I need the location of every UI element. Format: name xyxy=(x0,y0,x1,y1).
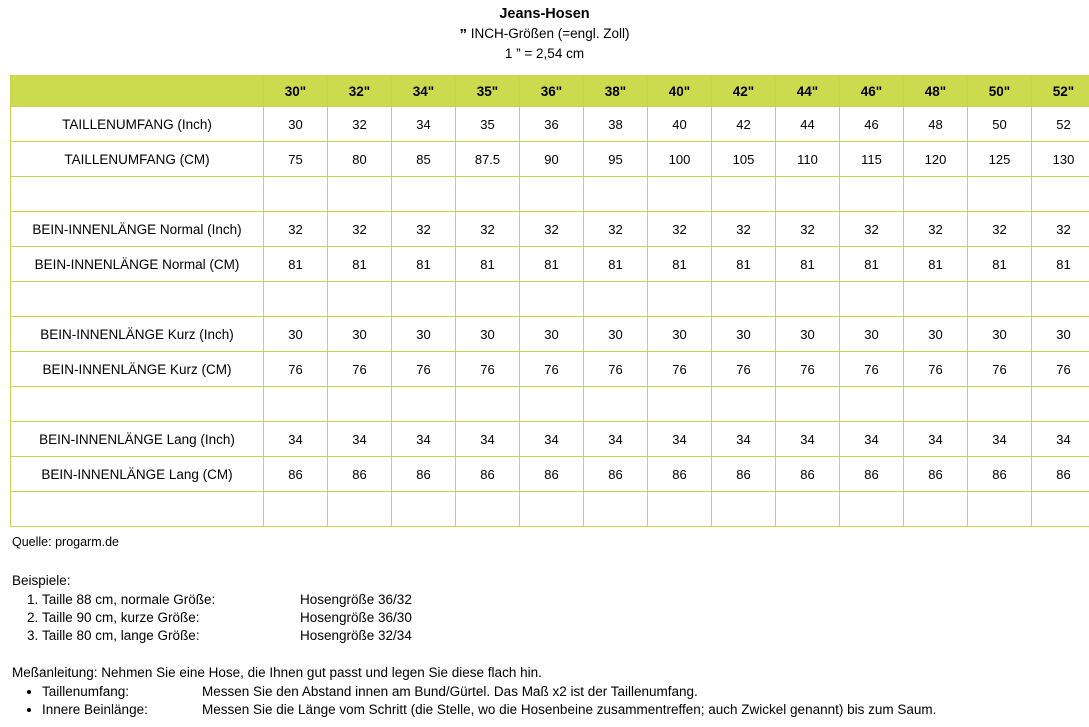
size-table xyxy=(10,75,1089,527)
table-row xyxy=(11,142,1089,177)
row-label xyxy=(11,177,264,212)
column-header: 35" xyxy=(456,76,520,107)
table-cell xyxy=(1032,282,1089,317)
table-cell: 86 xyxy=(584,457,648,492)
column-header: 48" xyxy=(904,76,968,107)
instructions-lead: Meßanleitung: Nehmen Sie eine Hose, die Ihnen gut passt und legen Sie diese flach hin. xyxy=(12,665,542,680)
table-cell xyxy=(264,282,328,317)
table-cell xyxy=(264,492,328,527)
table-cell: 76 xyxy=(520,352,584,387)
table-cell: 32 xyxy=(584,212,648,247)
row-label: BEIN-INNENLÄNGE Normal (Inch) xyxy=(11,212,264,247)
row-label: BEIN-INNENLÄNGE Lang (CM) xyxy=(11,457,264,492)
table-cell: 105 xyxy=(712,142,776,177)
table-cell xyxy=(904,387,968,422)
table-cell: 86 xyxy=(712,457,776,492)
table-cell xyxy=(328,492,392,527)
table-cell xyxy=(520,492,584,527)
table-cell: 36 xyxy=(520,107,584,142)
example-value: Hosengröße 36/30 xyxy=(300,610,412,625)
table-cell: 90 xyxy=(520,142,584,177)
table-cell: 30 xyxy=(456,317,520,352)
table-cell xyxy=(840,177,904,212)
table-cell: 81 xyxy=(392,247,456,282)
column-header: 40" xyxy=(648,76,712,107)
table-cell: 81 xyxy=(840,247,904,282)
table-cell xyxy=(712,387,776,422)
page-title: Jeans-Hosen xyxy=(499,6,590,22)
table-cell: 100 xyxy=(648,142,712,177)
table-cell: 32 xyxy=(520,212,584,247)
table-cell: 76 xyxy=(1032,352,1089,387)
list-item xyxy=(42,592,1089,607)
table-cell xyxy=(648,177,712,212)
subtitle-inch xyxy=(0,24,1089,44)
table-cell: 110 xyxy=(776,142,840,177)
table-cell: 34 xyxy=(392,422,456,457)
table-cell: 76 xyxy=(328,352,392,387)
table-cell xyxy=(520,177,584,212)
table-row xyxy=(11,247,1089,282)
corner-header-cell xyxy=(11,76,264,107)
example-value: Hosengröße 36/32 xyxy=(300,592,412,607)
row-label: BEIN-INNENLÄNGE Kurz (Inch) xyxy=(11,317,264,352)
table-cell: 125 xyxy=(968,142,1032,177)
table-cell: 115 xyxy=(840,142,904,177)
table-row xyxy=(11,107,1089,142)
table-cell: 85 xyxy=(392,142,456,177)
table-cell: 76 xyxy=(712,352,776,387)
table-cell: 34 xyxy=(456,422,520,457)
column-header: 42" xyxy=(712,76,776,107)
size-table-head xyxy=(11,76,1089,107)
table-cell: 86 xyxy=(392,457,456,492)
row-label: BEIN-INNENLÄNGE Lang (Inch) xyxy=(11,422,264,457)
table-cell: 81 xyxy=(456,247,520,282)
table-cell xyxy=(840,387,904,422)
table-cell: 86 xyxy=(456,457,520,492)
table-cell: 32 xyxy=(968,212,1032,247)
example-value: Hosengröße 32/34 xyxy=(300,628,412,643)
table-cell: 32 xyxy=(712,212,776,247)
table-cell xyxy=(264,177,328,212)
table-cell: 86 xyxy=(840,457,904,492)
table-cell xyxy=(904,492,968,527)
table-cell xyxy=(520,387,584,422)
table-spacer-row xyxy=(11,492,1089,527)
table-cell xyxy=(264,387,328,422)
table-cell: 81 xyxy=(328,247,392,282)
row-label xyxy=(11,387,264,422)
row-label: BEIN-INNENLÄNGE Normal (CM) xyxy=(11,247,264,282)
table-cell: 32 xyxy=(648,212,712,247)
table-cell: 34 xyxy=(584,422,648,457)
table-cell xyxy=(904,177,968,212)
row-label: TAILLENUMFANG (CM) xyxy=(11,142,264,177)
table-cell xyxy=(712,282,776,317)
table-cell xyxy=(328,282,392,317)
table-cell: 75 xyxy=(264,142,328,177)
examples-section xyxy=(12,573,1089,643)
table-cell: 42 xyxy=(712,107,776,142)
example-label: Taille 88 cm, normale Größe: xyxy=(42,592,216,607)
column-header: 30" xyxy=(264,76,328,107)
table-cell xyxy=(456,492,520,527)
table-cell xyxy=(648,387,712,422)
table-cell: 30 xyxy=(264,317,328,352)
table-cell xyxy=(776,492,840,527)
table-cell: 32 xyxy=(1032,212,1089,247)
table-cell: 32 xyxy=(264,212,328,247)
instructions-list xyxy=(12,684,1089,717)
column-header: 50" xyxy=(968,76,1032,107)
table-cell: 30 xyxy=(584,317,648,352)
table-cell xyxy=(392,387,456,422)
table-row xyxy=(11,457,1089,492)
column-header: 32" xyxy=(328,76,392,107)
table-cell: 87.5 xyxy=(456,142,520,177)
table-cell: 30 xyxy=(1032,317,1089,352)
document-header xyxy=(0,0,1089,63)
table-cell: 32 xyxy=(456,212,520,247)
table-cell xyxy=(904,282,968,317)
table-header-row xyxy=(11,76,1089,107)
table-cell xyxy=(456,282,520,317)
table-cell xyxy=(648,492,712,527)
table-cell xyxy=(968,282,1032,317)
table-cell: 34 xyxy=(328,422,392,457)
table-cell xyxy=(584,177,648,212)
list-item xyxy=(42,702,1089,717)
table-cell xyxy=(392,177,456,212)
column-header: 36" xyxy=(520,76,584,107)
table-cell: 76 xyxy=(968,352,1032,387)
table-cell: 40 xyxy=(648,107,712,142)
instruction-label: Taillenumfang: xyxy=(42,684,130,699)
table-cell: 50 xyxy=(968,107,1032,142)
table-cell: 30 xyxy=(520,317,584,352)
table-cell: 81 xyxy=(712,247,776,282)
table-cell xyxy=(840,282,904,317)
table-cell xyxy=(648,282,712,317)
table-cell: 34 xyxy=(712,422,776,457)
table-cell: 86 xyxy=(520,457,584,492)
table-row xyxy=(11,212,1089,247)
example-label: Taille 90 cm, kurze Größe: xyxy=(42,610,200,625)
table-cell: 30 xyxy=(328,317,392,352)
table-cell xyxy=(1032,177,1089,212)
table-cell: 35 xyxy=(456,107,520,142)
subtitle-conversion: 1 ” = 2,54 cm xyxy=(504,46,585,61)
subtitle-inch-text: INCH-Größen (=engl. Zoll) xyxy=(467,26,630,41)
table-cell xyxy=(584,387,648,422)
inch-quote-glyph: ” xyxy=(459,26,468,43)
table-spacer-row xyxy=(11,387,1089,422)
table-cell xyxy=(392,492,456,527)
table-cell: 86 xyxy=(968,457,1032,492)
table-row xyxy=(11,317,1089,352)
table-spacer-row xyxy=(11,177,1089,212)
column-header: 34" xyxy=(392,76,456,107)
table-cell: 80 xyxy=(328,142,392,177)
table-cell: 38 xyxy=(584,107,648,142)
table-cell: 86 xyxy=(776,457,840,492)
table-cell xyxy=(776,177,840,212)
table-cell xyxy=(968,387,1032,422)
size-table-container xyxy=(10,75,1079,527)
table-cell: 30 xyxy=(392,317,456,352)
table-cell: 120 xyxy=(904,142,968,177)
table-cell: 86 xyxy=(904,457,968,492)
source-note: Quelle: progarm.de xyxy=(12,535,120,549)
table-spacer-row xyxy=(11,282,1089,317)
list-item xyxy=(42,628,1089,643)
table-cell: 32 xyxy=(904,212,968,247)
table-cell: 30 xyxy=(712,317,776,352)
table-cell xyxy=(968,492,1032,527)
size-table-body xyxy=(11,107,1089,527)
row-label: BEIN-INNENLÄNGE Kurz (CM) xyxy=(11,352,264,387)
table-cell xyxy=(1032,387,1089,422)
table-cell: 52 xyxy=(1032,107,1089,142)
table-cell: 34 xyxy=(968,422,1032,457)
table-cell: 48 xyxy=(904,107,968,142)
table-cell xyxy=(392,282,456,317)
instruction-text: Messen Sie die Länge vom Schritt (die Stelle, wo die Hosenbeine zusammentreffen; auch Zwickel genannt) bis zum Saum. xyxy=(202,702,937,717)
list-item xyxy=(42,610,1089,625)
table-cell xyxy=(584,282,648,317)
table-cell: 30 xyxy=(264,107,328,142)
table-cell xyxy=(520,282,584,317)
column-header: 46" xyxy=(840,76,904,107)
table-row xyxy=(11,422,1089,457)
examples-list xyxy=(12,592,1089,643)
table-cell: 34 xyxy=(264,422,328,457)
table-cell xyxy=(776,282,840,317)
table-cell: 34 xyxy=(520,422,584,457)
table-cell xyxy=(712,177,776,212)
table-cell: 30 xyxy=(968,317,1032,352)
example-label: Taille 80 cm, lange Größe: xyxy=(42,628,200,643)
column-header: 38" xyxy=(584,76,648,107)
table-cell: 30 xyxy=(776,317,840,352)
table-cell: 81 xyxy=(648,247,712,282)
table-cell: 76 xyxy=(264,352,328,387)
table-cell: 86 xyxy=(1032,457,1089,492)
table-cell: 76 xyxy=(584,352,648,387)
table-cell: 76 xyxy=(456,352,520,387)
table-cell: 76 xyxy=(392,352,456,387)
table-cell: 81 xyxy=(904,247,968,282)
table-cell xyxy=(456,387,520,422)
instructions-section xyxy=(12,665,1089,717)
table-cell: 34 xyxy=(1032,422,1089,457)
table-cell: 130 xyxy=(1032,142,1089,177)
table-cell: 46 xyxy=(840,107,904,142)
table-cell xyxy=(840,492,904,527)
instruction-label: Innere Beinlänge: xyxy=(42,702,148,717)
table-cell xyxy=(776,387,840,422)
table-row xyxy=(11,352,1089,387)
table-cell: 81 xyxy=(584,247,648,282)
row-label xyxy=(11,282,264,317)
table-cell xyxy=(328,387,392,422)
table-cell: 34 xyxy=(776,422,840,457)
instruction-text: Messen Sie den Abstand innen am Bund/Gürtel. Das Maß x2 ist der Taillenumfang. xyxy=(202,684,698,699)
row-label: TAILLENUMFANG (Inch) xyxy=(11,107,264,142)
table-cell: 30 xyxy=(904,317,968,352)
table-cell: 86 xyxy=(648,457,712,492)
table-cell: 95 xyxy=(584,142,648,177)
table-cell: 44 xyxy=(776,107,840,142)
table-cell: 76 xyxy=(904,352,968,387)
table-cell: 34 xyxy=(840,422,904,457)
table-cell: 81 xyxy=(264,247,328,282)
table-cell xyxy=(456,177,520,212)
table-cell: 76 xyxy=(648,352,712,387)
table-cell: 81 xyxy=(520,247,584,282)
table-cell: 32 xyxy=(776,212,840,247)
table-cell: 30 xyxy=(648,317,712,352)
table-cell xyxy=(328,177,392,212)
table-cell: 30 xyxy=(840,317,904,352)
list-item xyxy=(42,684,1089,699)
examples-lead: Beispiele: xyxy=(12,573,71,588)
table-cell: 32 xyxy=(328,107,392,142)
table-cell: 81 xyxy=(968,247,1032,282)
table-cell: 76 xyxy=(776,352,840,387)
table-cell xyxy=(584,492,648,527)
table-cell xyxy=(712,492,776,527)
table-cell: 86 xyxy=(328,457,392,492)
table-cell: 86 xyxy=(264,457,328,492)
table-cell xyxy=(1032,492,1089,527)
table-cell: 76 xyxy=(840,352,904,387)
table-cell: 32 xyxy=(392,212,456,247)
table-cell xyxy=(968,177,1032,212)
column-header: 52" xyxy=(1032,76,1089,107)
table-cell: 32 xyxy=(840,212,904,247)
table-cell: 81 xyxy=(1032,247,1089,282)
column-header: 44" xyxy=(776,76,840,107)
table-cell: 34 xyxy=(392,107,456,142)
table-cell: 32 xyxy=(328,212,392,247)
table-cell: 34 xyxy=(648,422,712,457)
row-label xyxy=(11,492,264,527)
table-cell: 34 xyxy=(904,422,968,457)
table-cell: 81 xyxy=(776,247,840,282)
